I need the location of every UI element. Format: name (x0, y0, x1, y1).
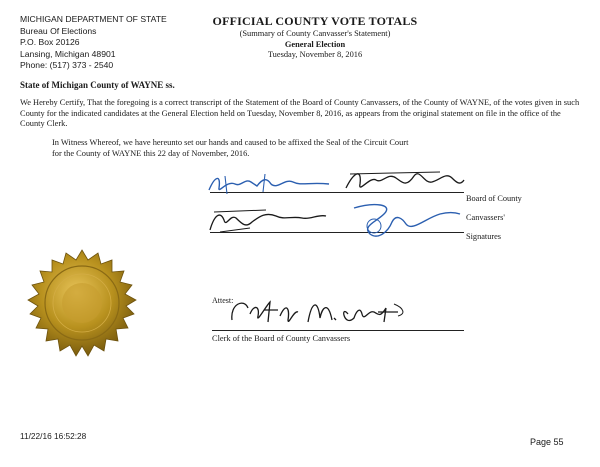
circuit-court-seal (20, 248, 144, 366)
state-county-line: State of Michigan County of WAYNE ss. (20, 80, 175, 90)
city-line: Lansing, Michigan 48901 (20, 48, 116, 59)
attest-label: Attest: (212, 296, 234, 305)
document-title: OFFICIAL COUNTY VOTE TOTALS (212, 14, 418, 28)
certification-paragraph (20, 98, 580, 130)
board-signatures-label (466, 193, 522, 250)
witness-line-1: In Witness Whereof, we have hereunto set our hands and caused to be affixed the Seal of the Circuit Court (52, 138, 409, 147)
certification-text: We Hereby Certify, That the foregoing is a correct transcript of the Statement of the Board of County Canvassers, of the County of WAYNE, of the votes given in such County for the indicated candidates at the General Election held on Tuesday, November 8, 2016, as appears from the original statement on file in the office of the County Clerk. (20, 98, 580, 129)
department-address-block (20, 14, 167, 72)
document-header (190, 14, 440, 61)
board-label-line-2: Canvassers' (466, 213, 505, 222)
department-name: MICHIGAN DEPARTMENT OF STATE (20, 14, 167, 24)
witness-paragraph (52, 138, 472, 159)
clerk-label: Clerk of the Board of County Canvassers (212, 334, 351, 343)
phone-line: Phone: (517) 373 - 2540 (20, 60, 114, 70)
canvasser-signature-4 (344, 200, 464, 242)
page-number: Page 55 (530, 437, 564, 447)
document-subtitle: (Summary of County Canvasser's Statement) (239, 29, 391, 38)
bureau-name: Bureau Of Elections (20, 25, 97, 36)
election-name: General Election (284, 39, 346, 49)
canvasser-signature-1 (205, 172, 335, 198)
canvasser-signature-2 (340, 166, 466, 198)
witness-line-2: for the County of WAYNE this 22 day of November, 2016. (52, 148, 250, 158)
print-timestamp: 11/22/16 16:52:28 (20, 431, 87, 441)
po-box: P.O. Box 20126 (20, 37, 80, 47)
election-date: Tuesday, November 8, 2016 (267, 50, 363, 59)
board-label-line-3: Signatures (466, 232, 502, 241)
canvasser-signature-3 (206, 206, 336, 236)
clerk-signature (228, 294, 408, 330)
clerk-signature-line (212, 330, 464, 331)
board-label-line-1: Board of County (466, 194, 522, 203)
